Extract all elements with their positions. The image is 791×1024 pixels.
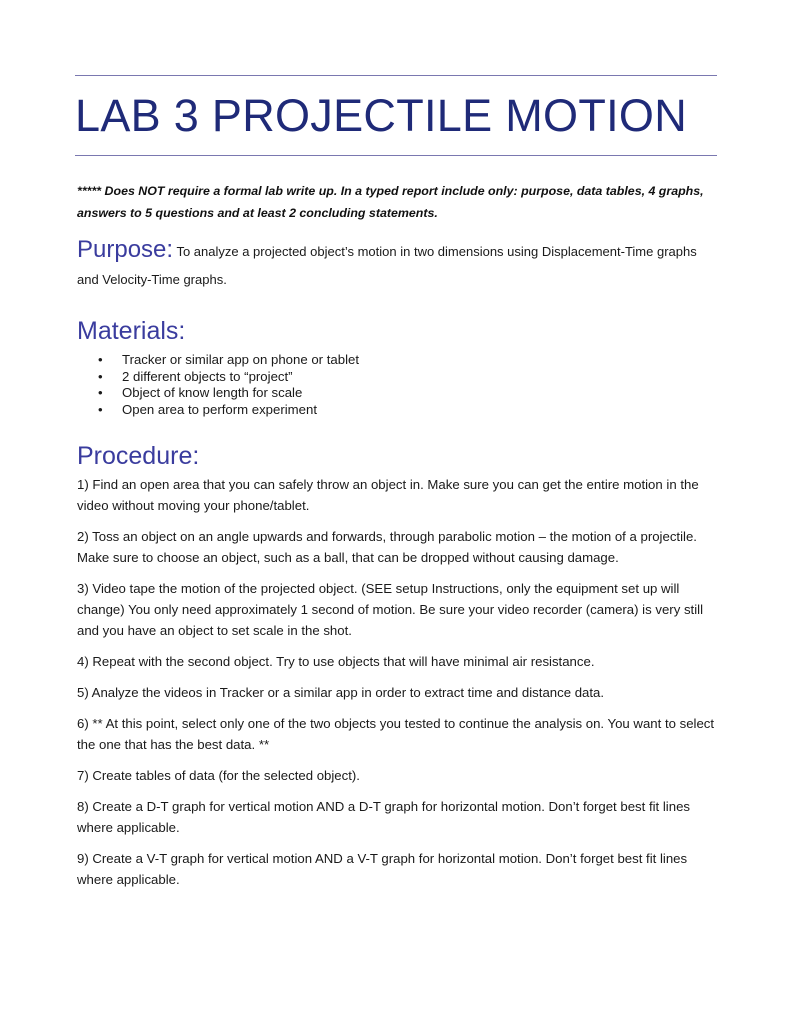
procedure-step: 2) Toss an object on an angle upwards and forwards, through parabolic motion – the motion of a projectile. Make sure to choose an object, such as a ball, that can be dropped without causing damage. [77,529,697,565]
report-requirements-note: ***** Does NOT require a formal lab write up. In a typed report include only: purpose, data tables, 4 graphs, answers to 5 questions and at least 2 concluding statements. [77,184,704,220]
list-item [77,402,677,419]
purpose-section [77,236,717,294]
materials-list [77,352,677,418]
materials-item-text: Object of know length for scale [122,385,303,400]
bottom-rule [75,155,717,156]
procedure-steps [77,474,719,900]
procedure-step: 8) Create a D-T graph for vertical motion AND a D-T graph for horizontal motion. Don’t forget best fit lines where applicable. [77,799,690,835]
top-rule [75,75,717,76]
purpose-heading: Purpose: [77,236,174,263]
procedure-step: 3) Video tape the motion of the projected object. (SEE setup Instructions, only the equipment set up will change) You only need approximately 1 second of motion. Be sure your video recorder (camera) is very still and you have an object to set scale in the shot. [77,581,703,638]
materials-heading: Materials: [77,317,186,345]
procedure-step: 9) Create a V-T graph for vertical motion AND a V-T graph for horizontal motion. Don’t forget best fit lines where applicable. [77,851,688,887]
bullet-icon: • [98,368,103,384]
materials-item-text: 2 different objects to “project” [122,368,293,384]
list-item [77,352,677,369]
procedure-step: 1) Find an open area that you can safely throw an object in. Make sure you can get the entire motion in the video without moving your phone/tablet. [77,477,699,513]
materials-item-text: Open area to perform experiment [122,401,317,417]
list-item [77,385,677,402]
procedure-step: 6) ** At this point, select only one of the two objects you tested to continue the analysis on. You want to select the one that has the best data. ** [77,716,715,752]
procedure-step: 7) Create tables of data (for the selected object). [77,768,360,783]
purpose-text: To analyze a projected object’s motion in two dimensions using Displacement-Time graphs and Velocity-Time graphs. [77,244,697,287]
bullet-icon: • [98,401,103,417]
materials-item-text: Tracker or similar app on phone or tablet [122,352,360,367]
list-item [77,369,677,386]
procedure-step: 5) Analyze the videos in Tracker or a similar app in order to extract time and distance data. [77,685,605,700]
procedure-step: 4) Repeat with the second object. Try to use objects that will have minimal air resistance. [77,654,595,669]
procedure-heading: Procedure: [77,442,200,470]
bullet-icon: • [98,352,103,367]
bullet-icon: • [98,385,103,400]
page-title: LAB 3 PROJECTILE MOTION [75,90,688,141]
